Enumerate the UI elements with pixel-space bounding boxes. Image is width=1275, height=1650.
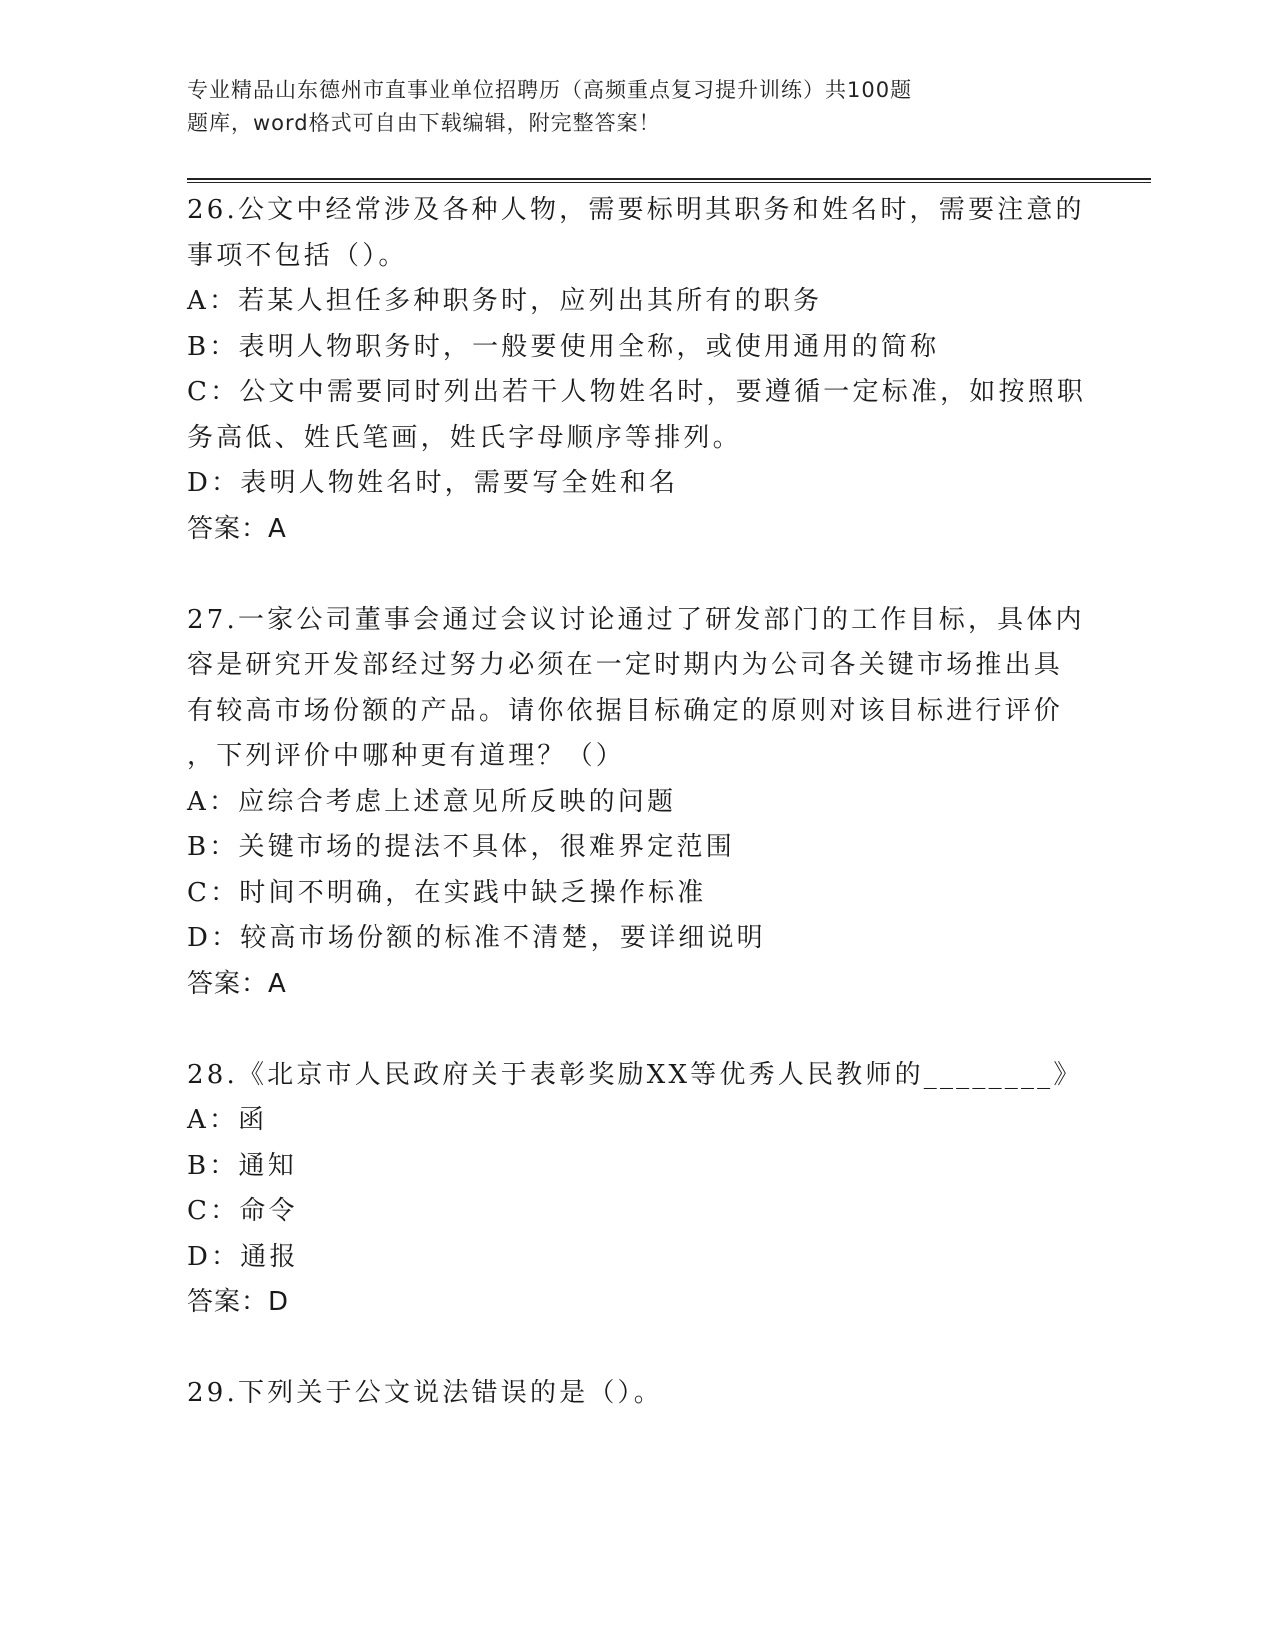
option-d: D：较高市场份额的标准不清楚，要详细说明 — [187, 923, 766, 953]
option-d: D：通报 — [187, 1241, 299, 1272]
question-stem-line: 27.一家公司董事会通过会议讨论通过了研发部门的工作目标，具体内 — [187, 604, 1085, 635]
question-stem-line: 29.下列关于公文说法错误的是（）。 — [187, 1378, 663, 1408]
question-29 — [187, 1371, 1087, 1417]
answer: 答案：A — [187, 968, 287, 999]
option-c-continued: 务高低、姓氏笔画，姓氏字母顺序等排列。 — [187, 422, 742, 453]
question-stem-line: 事项不包括（）。 — [187, 240, 408, 271]
option-c: C：时间不明确，在实践中缺乏操作标准 — [187, 877, 707, 908]
answer: 答案：A — [187, 513, 287, 544]
question-spacer — [187, 552, 1087, 598]
question-stem-line: 26.公文中经常涉及各种人物，需要标明其职务和姓名时，需要注意的 — [187, 195, 1085, 225]
question-27 — [187, 598, 1087, 1008]
option-a: A：函 — [187, 1105, 268, 1135]
document-header — [187, 74, 1027, 140]
question-stem-line: 有较高市场份额的产品。请你依据目标确定的原则对该目标进行评价 — [187, 695, 1064, 726]
question-stem-line: ，下列评价中哪种更有道理？（） — [187, 741, 626, 771]
question-spacer — [187, 1007, 1087, 1053]
question-list — [187, 188, 1087, 1417]
question-26 — [187, 188, 1087, 552]
option-b: B：表明人物职务时，一般要使用全称，或使用通用的简称 — [187, 331, 940, 362]
header-line-1: 专业精品山东德州市直事业单位招聘历（高频重点复习提升训练）共100题 — [187, 78, 913, 102]
question-stem-line: 容是研究开发部经过努力必须在一定时期内为公司各关键市场推出具 — [187, 650, 1064, 680]
question-28 — [187, 1053, 1087, 1326]
header-divider — [187, 178, 1151, 183]
question-stem-line: 28.《北京市人民政府关于表彰奖励XX等优秀人民教师的________》 — [187, 1059, 1083, 1090]
option-b: B：通知 — [187, 1150, 297, 1181]
option-d: D：表明人物姓名时，需要写全姓和名 — [187, 468, 679, 498]
answer: 答案：D — [187, 1287, 290, 1317]
header-line-2: 题库，word格式可自由下载编辑，附完整答案！ — [187, 111, 661, 135]
option-b: B：关键市场的提法不具体，很难界定范围 — [187, 832, 735, 862]
option-a: A：若某人担任多种职务时，应列出其所有的职务 — [187, 286, 823, 316]
question-spacer — [187, 1326, 1087, 1372]
option-c: C：命令 — [187, 1196, 298, 1226]
option-c: C：公文中需要同时列出若干人物姓名时，要遵循一定标准，如按照职 — [187, 377, 1087, 407]
option-a: A：应综合考虑上述意见所反映的问题 — [187, 786, 677, 817]
